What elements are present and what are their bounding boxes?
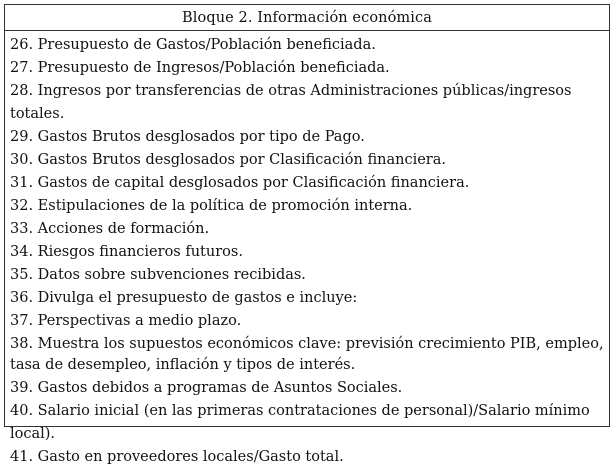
list-item: 41. Gasto en proveedores locales/Gasto total. bbox=[10, 449, 344, 465]
list-item: 40. Salario inicial (en las primeras contrataciones de personal)/Salario mínimo local). bbox=[10, 403, 590, 442]
list-item: 33. Acciones de formación. bbox=[10, 221, 210, 237]
list-item: 31. Gastos de capital desglosados por Clasificación financiera. bbox=[10, 175, 470, 191]
list-item: 26. Presupuesto de Gastos/Población beneficiada. bbox=[10, 37, 376, 53]
list-item: 27. Presupuesto de Ingresos/Población beneficiada. bbox=[10, 60, 390, 76]
list-item: 35. Datos sobre subvenciones recibidas. bbox=[10, 267, 306, 283]
economic-info-table bbox=[4, 4, 610, 465]
list-item: 36. Divulga el presupuesto de gastos e incluye: bbox=[10, 290, 358, 306]
list-item: 39. Gastos debidos a programas de Asuntos Sociales. bbox=[10, 380, 403, 396]
list-item: 34. Riesgos financieros futuros. bbox=[10, 244, 243, 260]
table-header: Bloque 2. Información económica bbox=[5, 5, 609, 31]
list-item: 28. Ingresos por transferencias de otras Administraciones públicas/ingresos totales. bbox=[10, 83, 572, 122]
list-item: 29. Gastos Brutos desglosados por tipo de Pago. bbox=[10, 129, 365, 145]
list-item: 37. Perspectivas a medio plazo. bbox=[10, 313, 242, 329]
list-item: 30. Gastos Brutos desglosados por Clasificación financiera. bbox=[10, 152, 446, 168]
indicator-list bbox=[5, 31, 609, 469]
list-item: 32. Estipulaciones de la política de promoción interna. bbox=[10, 198, 413, 214]
list-item: 38. Muestra los supuestos económicos clave: previsión crecimiento PIB, empleo, tasa de desempleo, inflación y tipos de interés. bbox=[10, 336, 604, 373]
